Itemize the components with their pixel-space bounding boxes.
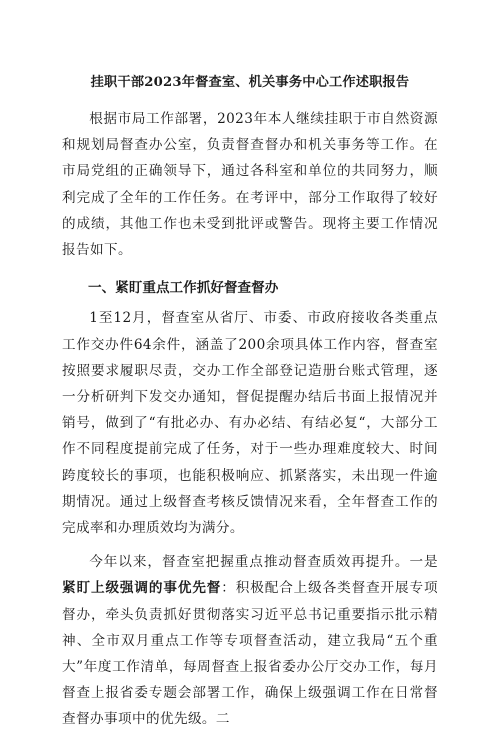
document-title: 挂职干部2023年督查室、机关事务中心工作述职报告: [90, 75, 410, 90]
spacer: [62, 263, 438, 271]
paragraph-2-lead-text: 今年以来，督查室把握重点推动督查质效再提升。一是: [89, 554, 438, 571]
spacer: [62, 541, 438, 549]
section-1-paragraph-1: 1至12月，督查室从省厅、市委、市政府接收各类重点工作交办件64余件，涵盖了200余项具体工作内容，督查室按照要求履职尽责，交办工作全部登记造册台账式管理，逐一分析研判下发交办通知，督促提醒办结后书面上报情况并销号，做到了“有批必办、有办必结、有结必复“，大部分工作不同程度提前完成了任务，对于一些办理难度较大、时间跨度较长的事项，也能积极响应、抓紧落实，未出现一件逾期情况。通过上级督查考核反馈情况来看，全年督查工作的完成率和办理质效均为满分。: [62, 310, 438, 537]
paragraph-2-body-text: ：积极配合上级各类督查开展专项督办，牵头负责抓好贯彻落实习近平总书记重要指示批示精神、全市双月重点工作等专项督查活动，建立我局“五个重大”年度工作清单，每周督查上报省委办公厅交办工作，每月督查上报省委专题会部署工作，确保上级强调工作在日常督查督办事项中的优先级。二: [62, 580, 438, 728]
intro-paragraph: 根据市局工作部署，2023年本人继续挂职于市自然资源和规划局督查办公室，负责督查督办和机关事务等工作。在市局党组的正确领导下，通过各科室和单位的共同努力，顺利完成了全年的工作任务。在考评中，部分工作取得了较好的成绩，其他工作也未受到批评或警告。现将主要工作情况报告如下。: [62, 111, 438, 259]
section-1-heading: 一、紧盯重点工作抓好督查督办: [88, 280, 279, 297]
paragraph-2-bold-phrase: 紧盯上级强调的事优先督: [62, 580, 222, 597]
section-1-paragraph-2: [62, 549, 438, 732]
